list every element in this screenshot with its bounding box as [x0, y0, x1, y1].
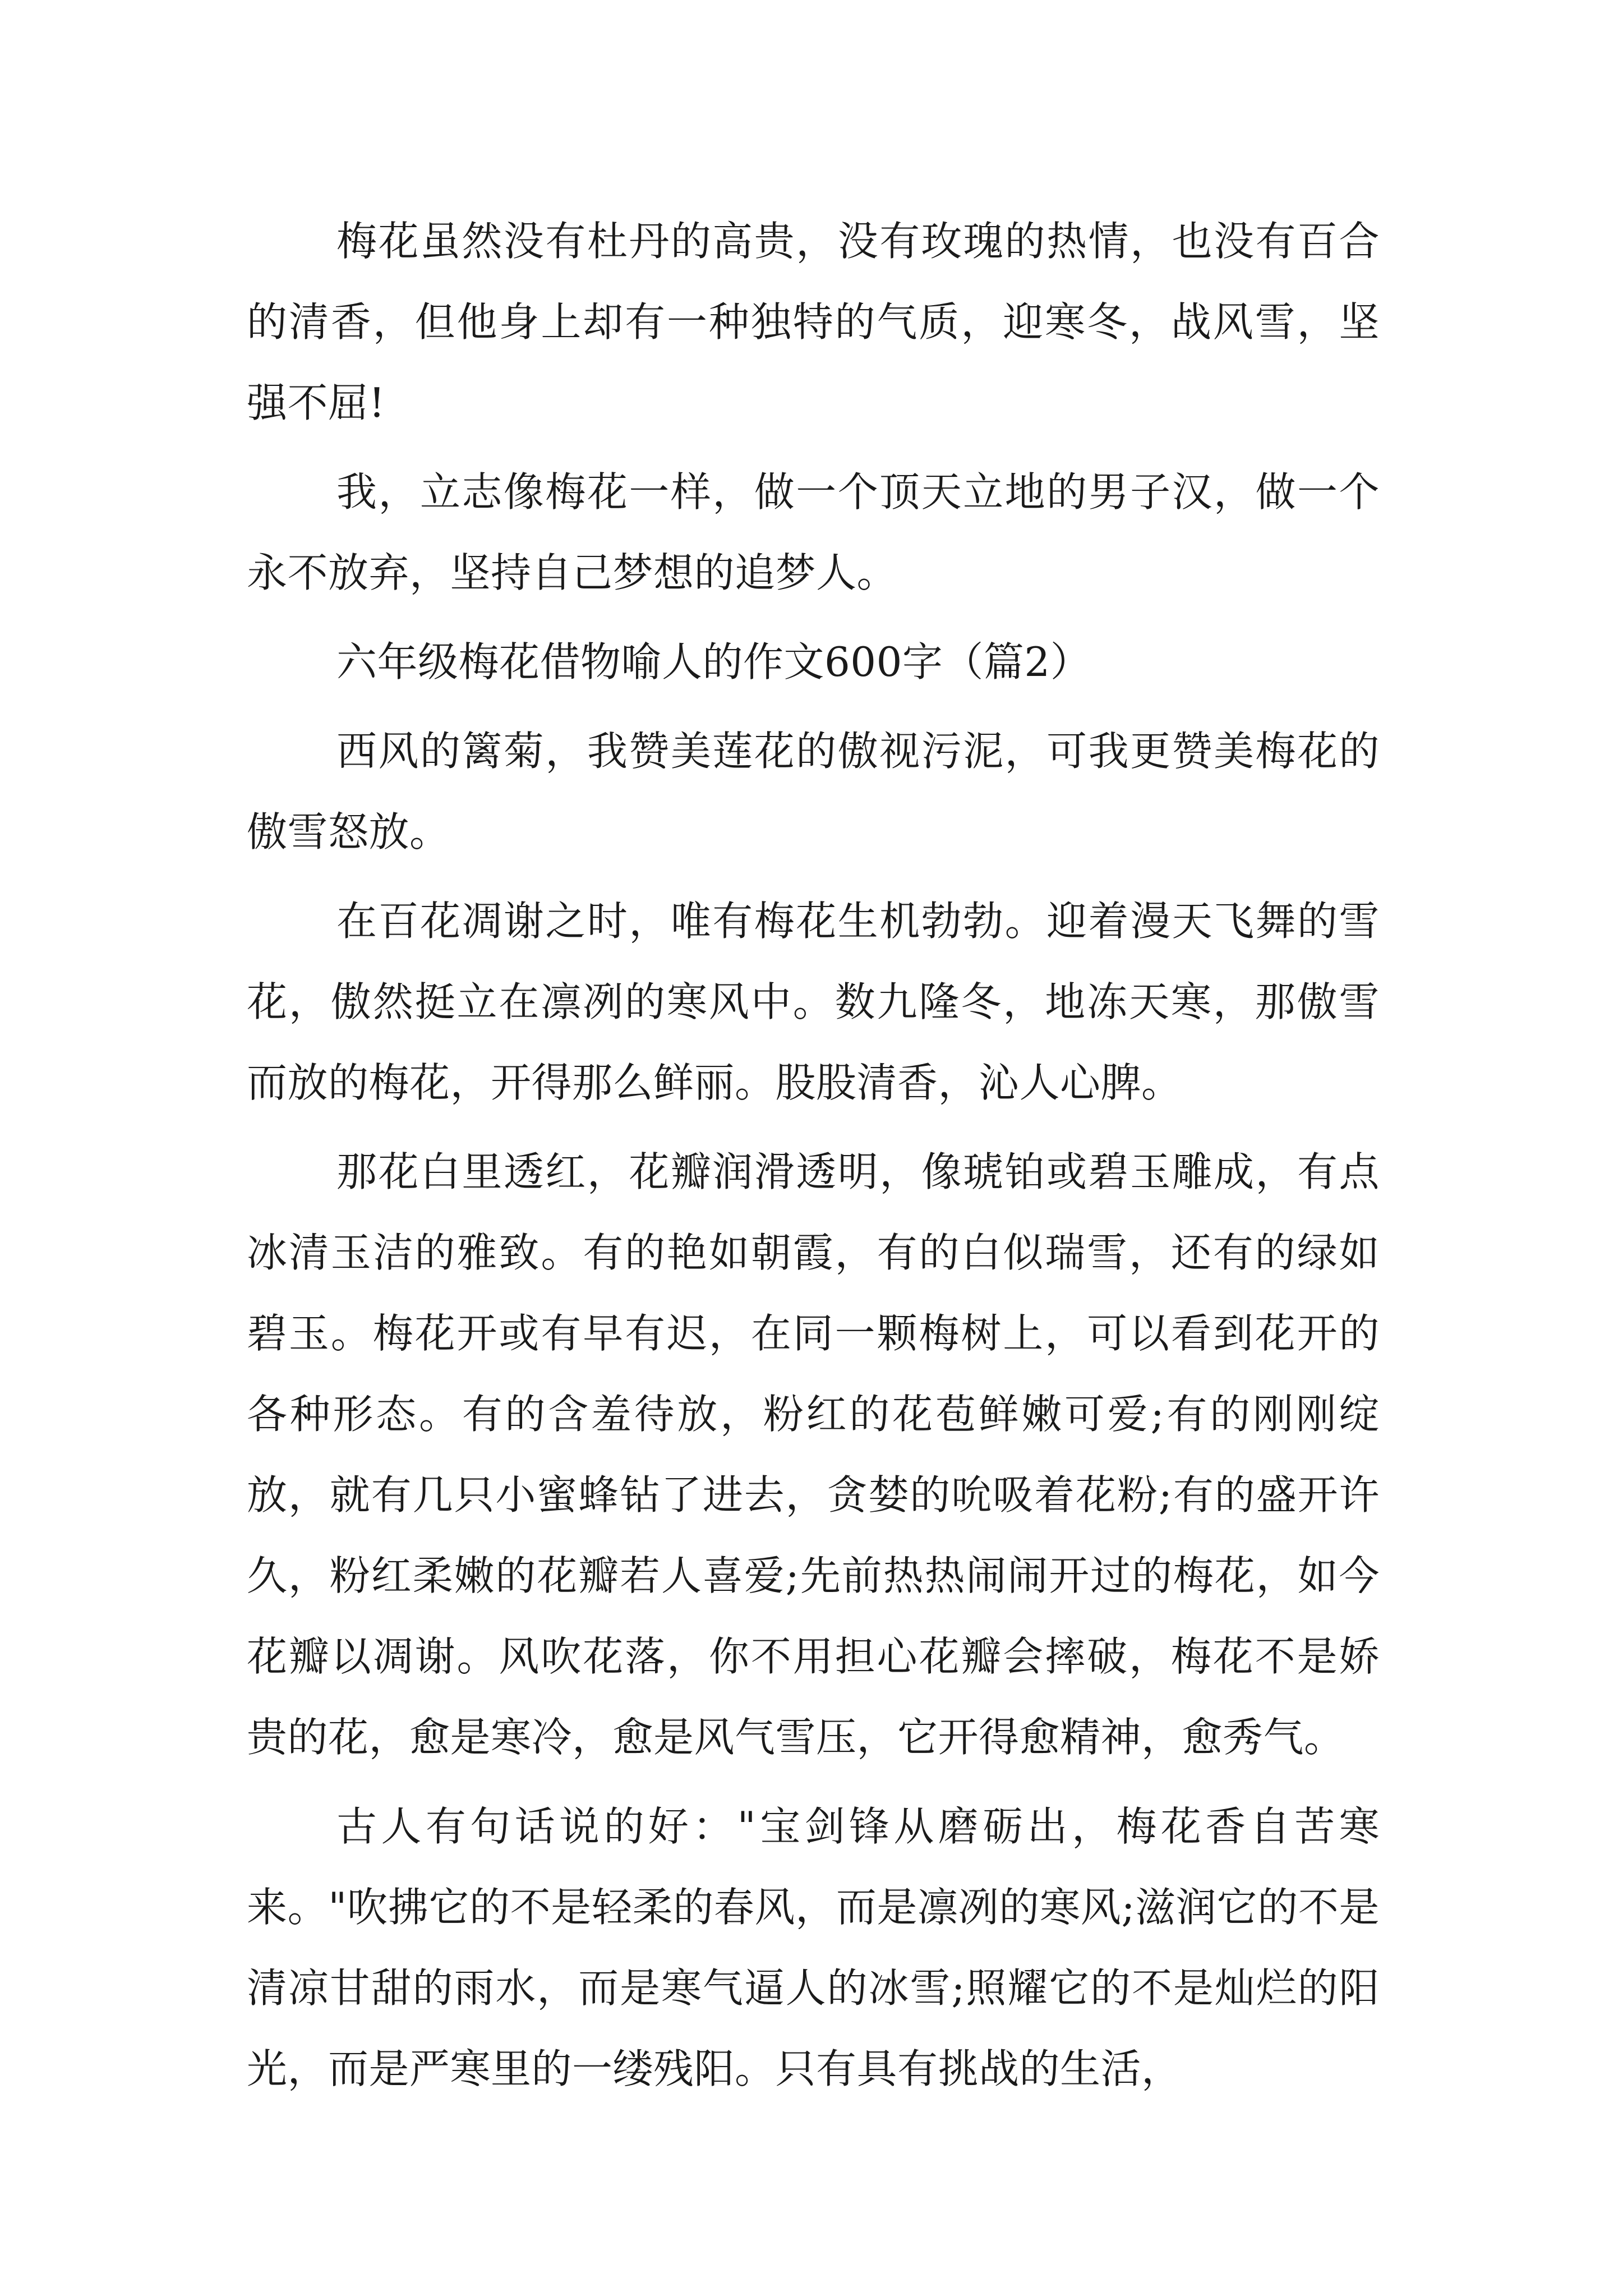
section-heading: 六年级梅花借物喻人的作文600字（篇2） [336, 638, 1091, 685]
paragraph: 西风的篱菊，我赞美莲花的傲视污泥，可我更赞美梅花的傲雪怒放。 [247, 728, 1380, 855]
paragraph: 古人有句话说的好："宝剑锋从磨砺出，梅花香自苦寒来。"吹拂它的不是轻柔的春风，而是凛冽的寒风;滋润它的不是清凉甘甜的雨水，而是寒气逼人的冰雪;照耀它的不是灿烂的阳光，而是严寒里的一缕残阳。只有具有挑战的生活， [247, 1803, 1380, 2092]
paragraph: 梅花虽然没有杜丹的高贵，没有玫瑰的热情，也没有百合的清香，但他身上却有一种独特的气质，迎寒冬，战风雪，坚强不屈! [247, 218, 1380, 426]
paragraph: 在百花凋谢之时，唯有梅花生机勃勃。迎着漫天飞舞的雪花，傲然挺立在凛冽的寒风中。数九隆冬，地冻天寒，那傲雪而放的梅花，开得那么鲜丽。股股清香，沁人心脾。 [247, 898, 1380, 1106]
document-page [247, 201, 1380, 2118]
paragraph: 我，立志像梅花一样，做一个顶天立地的男子汉，做一个永不放弃，坚持自己梦想的追梦人。 [247, 468, 1380, 596]
paragraph: 那花白里透红，花瓣润滑透明，像琥铂或碧玉雕成，有点冰清玉洁的雅致。有的艳如朝霞，有的白似瑞雪，还有的绿如碧玉。梅花开或有早有迟，在同一颗梅树上，可以看到花开的各种形态。有的含羞待放，粉红的花苞鲜嫩可爱;有的刚刚绽放，就有几只小蜜蜂钻了进去，贪婪的吮吸着花粉;有的盛开许久，粉红柔嫩的花瓣若人喜爱;先前热热闹闹开过的梅花，如今花瓣以凋谢。风吹花落，你不用担心花瓣会摔破，梅花不是娇贵的花，愈是寒冷，愈是风气雪压，它开得愈精神，愈秀气。 [247, 1148, 1380, 1761]
